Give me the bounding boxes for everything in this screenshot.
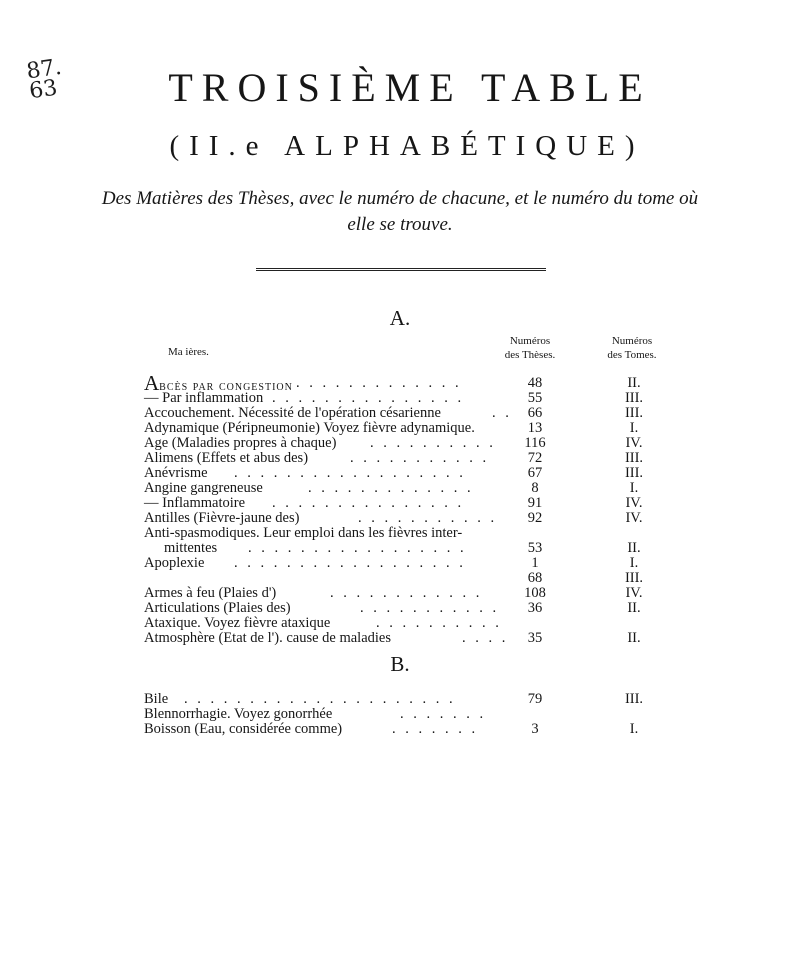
thesis-number: 13 bbox=[527, 420, 543, 436]
thesis-number: 92 bbox=[527, 510, 543, 526]
list-item bbox=[144, 466, 664, 481]
thesis-number: 91 bbox=[527, 495, 543, 511]
page-title: TROISIÈME TABLE bbox=[168, 65, 652, 110]
thesis-number: 35 bbox=[527, 630, 543, 646]
entry-label: Atmosphère (Etat de l'). cause de maladies bbox=[144, 630, 392, 646]
margin-annotation: 87. 63 bbox=[24, 54, 64, 105]
thesis-number: 36 bbox=[527, 600, 543, 616]
leader-dots: . . . . . . . . . . . . . . . . . . bbox=[234, 465, 466, 481]
thesis-number: 3 bbox=[531, 721, 539, 737]
entry-label: Blennorrhagie. Voyez gonorrhée bbox=[144, 706, 333, 722]
thesis-number: 68 bbox=[527, 570, 543, 586]
entry-label: Ataxique. Voyez fièvre ataxique bbox=[144, 615, 331, 631]
list-item bbox=[144, 496, 664, 511]
leader-dots: . . . . . . . . . . . . . . . bbox=[272, 495, 465, 511]
leader-dots: . . . . . . . . . . . . bbox=[330, 585, 483, 601]
list-item bbox=[144, 722, 664, 737]
tome-number: III. bbox=[624, 450, 644, 466]
list-item bbox=[144, 371, 664, 395]
thesis-number: 53 bbox=[527, 540, 543, 556]
tome-number: IV. bbox=[625, 510, 643, 526]
entry-label: bcès par congestion bbox=[159, 378, 293, 394]
page-subtitle: (II.e ALPHABÉTIQUE) bbox=[169, 130, 645, 162]
entry-label: Articulations (Plaies des) bbox=[144, 600, 291, 616]
leader-dots: . . . . . . . . . . . . . bbox=[296, 375, 462, 391]
entries-list-a bbox=[144, 371, 664, 646]
list-item bbox=[144, 451, 664, 466]
list-item bbox=[144, 586, 664, 601]
drop-letter: A bbox=[144, 371, 160, 395]
entry-label: — Inflammatoire bbox=[144, 495, 246, 511]
list-item bbox=[144, 526, 664, 541]
tome-number: III. bbox=[624, 390, 644, 406]
list-item bbox=[144, 541, 664, 556]
list-item bbox=[144, 406, 664, 421]
leader-dots: . . . . . . . . . . . bbox=[360, 600, 500, 616]
leader-dots: . . . . . . . . . . . . . . . . . . . . . bbox=[184, 691, 456, 707]
thesis-number: 55 bbox=[527, 390, 543, 406]
tome-number: III. bbox=[624, 570, 644, 586]
tome-number: III. bbox=[624, 405, 644, 421]
list-item bbox=[144, 391, 664, 406]
leader-dots: . . . . . . . . . . bbox=[376, 615, 502, 631]
entry-label: Accouchement. Nécessité de l'opération césarienne bbox=[144, 405, 441, 421]
thesis-number: 8 bbox=[531, 480, 539, 496]
header-tomes: Numéros des Tomes. bbox=[607, 335, 657, 361]
entry-label: Alimens (Effets et abus des) bbox=[144, 450, 309, 466]
entry-label: Age (Maladies propres à chaque) bbox=[144, 435, 337, 451]
thesis-number: 72 bbox=[527, 450, 543, 466]
page-description: Des Matières des Thèses, avec le numéro de chacune, et le numéro du tome où elle se trouve. bbox=[101, 188, 699, 235]
tome-number: II. bbox=[627, 375, 641, 391]
leader-dots: . . . . . . . . . . bbox=[370, 435, 496, 451]
tome-number: III. bbox=[624, 691, 644, 707]
header-matieres: Ma ières. bbox=[168, 346, 209, 358]
entry-label: Boisson (Eau, considérée comme) bbox=[144, 721, 343, 737]
tome-number: I. bbox=[629, 480, 639, 496]
section-letter-b: B. bbox=[390, 652, 410, 676]
section-letter-a: A. bbox=[389, 306, 411, 330]
list-item bbox=[144, 511, 664, 526]
tome-number: I. bbox=[629, 420, 639, 436]
tome-number: IV. bbox=[625, 585, 643, 601]
tome-number: II. bbox=[627, 600, 641, 616]
list-item bbox=[144, 436, 664, 451]
list-item bbox=[144, 707, 664, 722]
leader-dots: . . bbox=[492, 405, 512, 421]
thesis-number: 48 bbox=[527, 375, 543, 391]
list-item bbox=[144, 616, 664, 631]
entry-label: Anti-spasmodiques. Leur emploi dans les fièvres inter- bbox=[144, 525, 463, 541]
thesis-number: 1 bbox=[531, 555, 539, 571]
tome-number: I. bbox=[629, 721, 639, 737]
list-item bbox=[144, 556, 664, 571]
thesis-number: 79 bbox=[527, 691, 543, 707]
leader-dots: . . . . . . . . . . . bbox=[358, 510, 498, 526]
thesis-number: 108 bbox=[524, 585, 546, 601]
entry-label: Angine gangreneuse bbox=[144, 480, 263, 496]
thesis-number: 67 bbox=[527, 465, 543, 481]
leader-dots: . . . . . . . . . . . . . . . . . bbox=[248, 540, 467, 556]
list-item bbox=[144, 601, 664, 616]
tome-number: IV. bbox=[625, 495, 643, 511]
tome-number: II. bbox=[627, 630, 641, 646]
leader-dots: . . . . . . . . . . . bbox=[350, 450, 490, 466]
entries-list-b bbox=[144, 692, 664, 737]
tome-number: IV. bbox=[625, 435, 643, 451]
tome-number: I. bbox=[629, 555, 639, 571]
decorative-rule bbox=[256, 268, 546, 274]
tome-number: III. bbox=[624, 465, 644, 481]
entry-label: Anévrisme bbox=[144, 465, 208, 481]
leader-dots: . . . . . . . . . . . . . . . . . . bbox=[234, 555, 466, 571]
entry-label: Apoplexie bbox=[144, 555, 205, 571]
thesis-number: 116 bbox=[524, 435, 546, 451]
leader-dots: . . . . bbox=[462, 630, 509, 646]
leader-dots: . . . . . . . . . . . . . . . bbox=[272, 390, 465, 406]
tome-number: II. bbox=[627, 540, 641, 556]
list-item bbox=[144, 631, 664, 646]
entry-label: — Par inflammation bbox=[144, 390, 264, 406]
entry-label: Antilles (Fièvre-jaune des) bbox=[144, 510, 300, 526]
list-item bbox=[144, 571, 664, 586]
list-item bbox=[144, 481, 664, 496]
thesis-number: 66 bbox=[527, 405, 543, 421]
entry-label: Adynamique (Péripneumonie) Voyez fièvre adynamique. bbox=[144, 420, 475, 436]
list-item bbox=[144, 692, 664, 707]
leader-dots: . . . . . . . . . . . . . bbox=[308, 480, 474, 496]
leader-dots: . . . . . . . bbox=[392, 721, 479, 737]
entry-label: Bile bbox=[144, 691, 169, 707]
entry-label: mittentes bbox=[164, 540, 218, 556]
header-theses: Numéros des Thèses. bbox=[504, 335, 556, 361]
leader-dots: . . . . . . . bbox=[400, 706, 487, 722]
entry-label: Armes à feu (Plaies d') bbox=[144, 585, 277, 601]
list-item bbox=[144, 421, 664, 436]
